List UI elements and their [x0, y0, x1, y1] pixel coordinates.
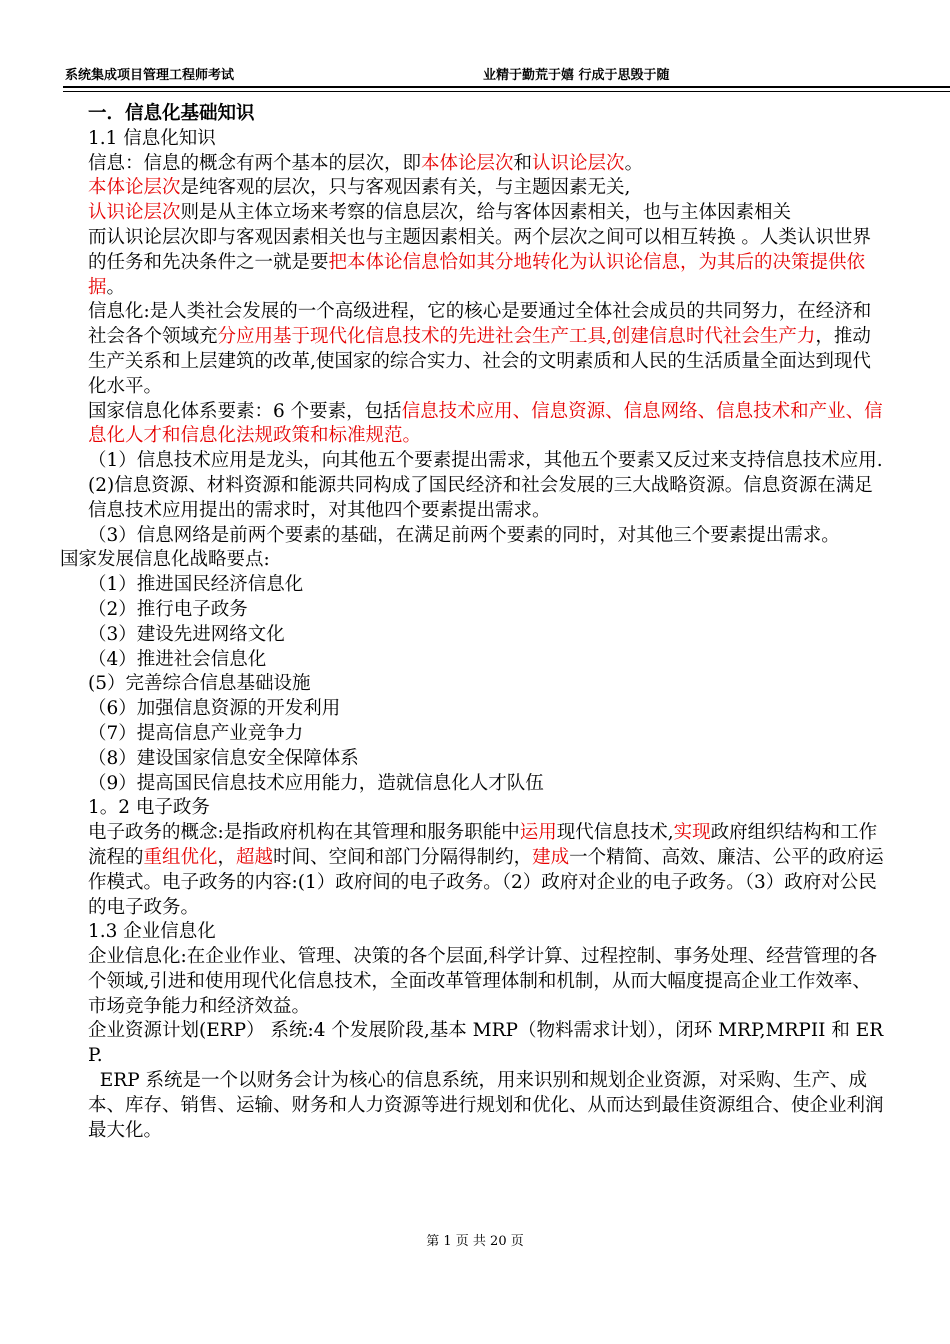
text-run: ，推动生产关系和上层建筑的改革,使国家的综合实力、社会的文明素质和人民的生活质量全面达到现代化水平。 — [88, 326, 871, 397]
paragraph — [88, 796, 888, 821]
text-run: 信息：信息的概念有两个基本的层次，即 — [88, 152, 422, 174]
paragraph — [88, 102, 888, 127]
paragraph — [88, 400, 888, 450]
highlighted-text: 把本体论信息恰如其分地转化为认识论信息，为其后的决策提供依据 — [88, 251, 866, 298]
header-rule-thin — [63, 91, 950, 92]
header-right-motto: 业精于勤荒于嬉 行成于思毁于随 — [483, 68, 670, 83]
paragraph — [88, 573, 888, 598]
page-footer: 第 1 页 共 20 页 — [426, 1234, 524, 1249]
paragraph — [60, 548, 888, 573]
highlighted-text: 超越 — [236, 846, 274, 868]
paragraph — [88, 152, 888, 177]
text-run: 政府组织结构和工作流程的 — [88, 822, 878, 868]
paragraph — [88, 697, 888, 722]
paragraph — [88, 920, 888, 945]
paragraph — [88, 300, 888, 399]
paragraph — [88, 747, 888, 772]
paragraph — [88, 1019, 888, 1069]
text-run: （3）建设先进网络文化 — [88, 623, 285, 645]
paragraph — [88, 176, 888, 201]
text-run: 国家发展信息化战略要点: — [60, 549, 270, 571]
text-run: (2)信息资源、材料资源和能源共同构成了国民经济和社会发展的三大战略资源。信息资源在满足信息技术应用提出的需求时，对其他四个要素提出需求。 — [88, 474, 873, 521]
text-run: 企业信息化:在企业作业、管理、决策的各个层面,科学计算、过程控制、事务处理、经营管理的各个领域,引进和使用现代化信息技术，全面改革管理体制和机制，从而大幅度提高企业工作效率、市场竞争能力和经济效益。 — [88, 946, 878, 1017]
paragraph — [88, 722, 888, 747]
paragraph — [88, 821, 888, 920]
text-run: 。 — [106, 276, 126, 298]
text-run: （1）推进国民经济信息化 — [88, 574, 304, 596]
paragraph — [88, 226, 888, 300]
highlighted-text: 分应用基于现代化信息技术的先进社会生产工具,创建信息时代社会生产力 — [217, 326, 816, 348]
page-header — [63, 66, 950, 86]
text-run: (5）完善综合信息基础设施 — [88, 673, 311, 695]
paragraph — [88, 648, 888, 673]
text-run: 现代信息技术, — [556, 822, 674, 844]
paragraph — [88, 201, 888, 226]
header-left-title: 系统集成项目管理工程师考试 — [65, 68, 235, 83]
paragraph — [88, 1069, 888, 1143]
highlighted-text: 本体论层次 — [88, 177, 181, 199]
document-body — [60, 102, 888, 1143]
paragraph — [88, 772, 888, 797]
text-run: 一个精简、高效、廉洁、公平的政府运作模式。电子政务的内容:(1）政府间的电子政务。（2）政府对企业的电子政务。（3）政府对公民的电子政务。 — [88, 846, 884, 918]
text-run: 。 — [624, 152, 644, 174]
paragraph — [88, 127, 888, 152]
text-run: （2）推行电子政务 — [88, 598, 248, 620]
highlighted-text: 信息技术应用、信息资源、信息网络、信息技术和产业、信息化人才和信息化法规政策和标准规范。 — [88, 400, 883, 447]
text-run: 国家信息化体系要素：6 个要素，包括 — [88, 400, 402, 422]
text-run: 电子政务的概念:是指政府机构在其管理和服务职能中 — [88, 822, 520, 844]
text-run: （6）加强信息资源的开发利用 — [88, 698, 341, 720]
highlighted-text: 重组优化 — [143, 846, 218, 868]
highlighted-text: 建成 — [532, 846, 570, 868]
text-run: 时间、空间和部门分隔得制约， — [273, 846, 533, 868]
paragraph — [88, 672, 888, 697]
paragraph — [88, 524, 888, 549]
text-run: 而认识论层次即与客观因素相关也与主题因素相关。两个层次之间可以相互转换 。人类认识世界的任务和先决条件之一就是要 — [88, 226, 871, 273]
header-rule-thick — [63, 86, 950, 88]
paragraph — [88, 598, 888, 623]
text-run: 是纯客观的层次，只与客观因素有关，与主题因素无关, — [180, 177, 631, 199]
highlighted-text: 本体论层次 — [421, 152, 514, 174]
text-run: 企业资源计划(ERP） 系统:4 个发展阶段,基本 MRP（物料需求计划），闭环 MRP,MRPII 和 ERP. — [88, 1020, 884, 1067]
text-run: 1。2 电子政务 — [88, 797, 210, 819]
text-run: ， — [217, 846, 237, 868]
text-run: 和 — [513, 152, 533, 174]
text-run: 一．信息化基础知识 — [88, 103, 255, 124]
text-run: （7）提高信息产业竞争力 — [88, 722, 304, 744]
text-run: 1.1 信息化知识 — [88, 127, 216, 149]
text-run: （9）提高国民信息技术应用能力，造就信息化人才队伍 — [88, 772, 544, 794]
text-run: 则是从主体立场来考察的信息层次，给与客体因素相关，也与主体因素相关 — [180, 202, 792, 224]
text-run: （3）信息网络是前两个要素的基础，在满足前两个要素的同时，对其他三个要素提出需求。 — [88, 524, 840, 546]
highlighted-text: 运用 — [519, 822, 557, 844]
highlighted-text: 认识论层次 — [88, 202, 181, 224]
paragraph — [88, 474, 888, 524]
text-run: （1）信息技术应用是龙头，向其他五个要素提出需求，其他五个要素又反过来支持信息技术应用. — [88, 450, 883, 472]
text-run: ERP 系统是一个以财务会计为核心的信息系统，用来识别和规划企业资源，对采购、生产、成本、库存、销售、运输、财务和人力资源等进行规划和优化、从而达到最佳资源组合、使企业利润最大化。 — [88, 1070, 884, 1141]
text-run: 信息化:是人类社会发展的一个高级进程，它的核心是要通过全体社会成员的共同努力，在经济和社会各个领域充 — [88, 301, 872, 348]
text-run: （4）推进社会信息化 — [88, 648, 267, 670]
highlighted-text: 认识论层次 — [532, 152, 625, 174]
highlighted-text: 实现 — [673, 822, 711, 844]
paragraph — [88, 449, 888, 474]
text-run: （8）建设国家信息安全保障体系 — [88, 747, 359, 769]
text-run: 1.3 企业信息化 — [88, 921, 216, 943]
paragraph — [88, 945, 888, 1019]
paragraph — [88, 623, 888, 648]
